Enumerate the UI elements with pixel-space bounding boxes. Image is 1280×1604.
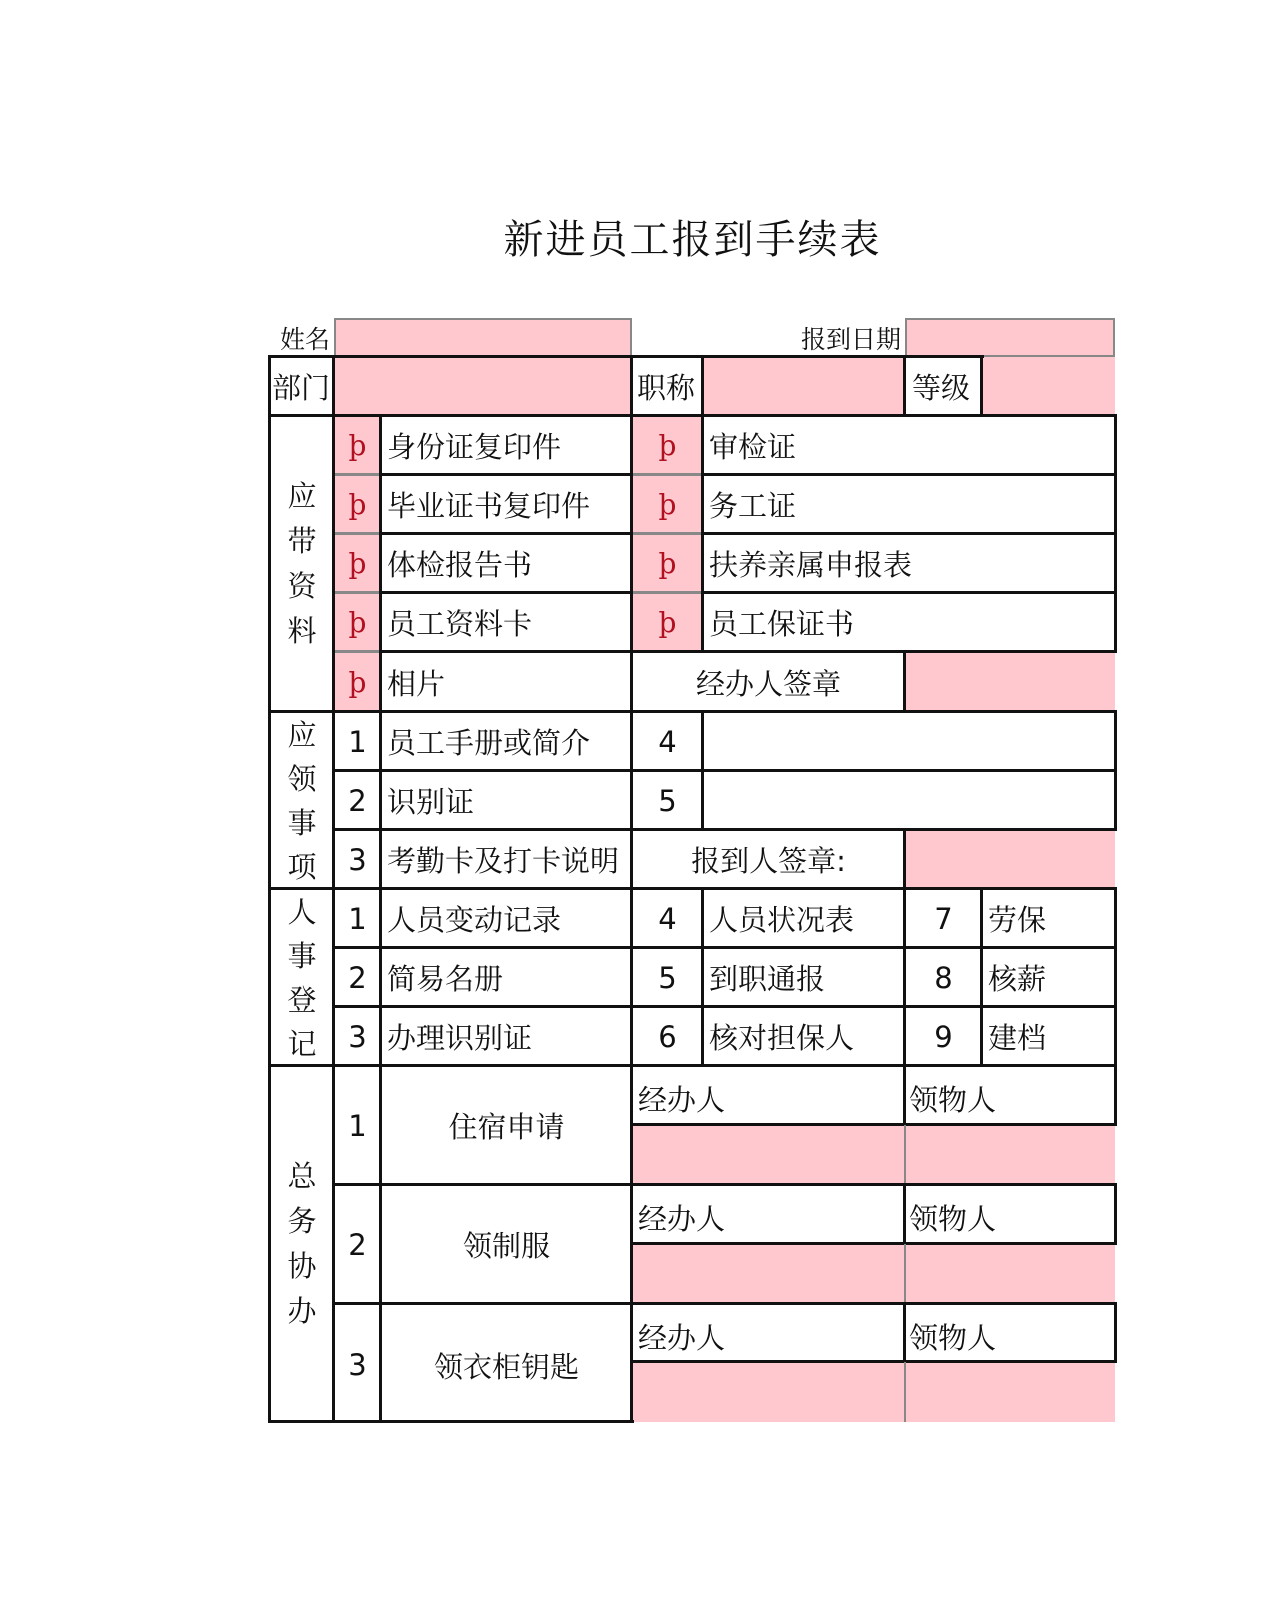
grid-line [632,473,703,476]
grid-line [703,473,1117,476]
doc-item-label: 相片 [387,666,446,701]
grid-line [632,591,703,594]
receive-item-label: 识别证 [387,785,475,819]
doc-item-label: 扶养亲属申报表 [709,548,913,582]
hr-item-label: 人员变动记录 [387,903,562,937]
grid-line [381,591,632,594]
dept-label: 部门 [272,371,331,405]
row-number: 3 [348,842,367,877]
grid-line [903,1064,906,1125]
grid-line [904,1125,906,1183]
form-title: 新进员工报到手续表 [503,217,882,263]
handler-label: 经办人 [638,1083,726,1117]
grid-line [632,1360,1117,1363]
row-number: 6 [658,1019,677,1054]
row-number: 7 [934,901,953,936]
receiver-label: 领物人 [909,1083,997,1117]
handler-field[interactable] [632,1125,905,1185]
row-number: 5 [658,783,677,818]
grid-line [332,355,335,1423]
checkbox-photo[interactable]: þ [334,652,381,712]
row-number: 2 [348,1227,367,1262]
affair-item-label: 住宿申请 [448,1110,565,1144]
handler-field[interactable] [632,1362,905,1422]
row-number: 2 [348,783,367,818]
grid-line [334,828,1117,831]
grid-line [1114,887,1117,1125]
grid-line [630,355,633,1423]
general-affairs-section-label: 总 务 协 办 [287,1159,317,1328]
row-number: 8 [934,960,953,995]
grid-line [334,1005,1117,1008]
row-number: 1 [348,1108,367,1143]
row-number: 1 [348,724,367,759]
grid-line [903,1183,906,1244]
affair-item-label: 领衣柜钥匙 [433,1349,579,1384]
grid-line [268,1420,634,1423]
grid-line [903,1302,906,1362]
grid-line [903,650,906,712]
checkbox-dependents-form[interactable]: þ [632,534,703,593]
affair-item-label: 领制服 [462,1229,550,1263]
grade-label: 等级 [912,371,971,405]
position-label: 职称 [637,371,696,405]
checkbox-id-copy[interactable]: þ [334,416,381,475]
hr-item-label: 核薪 [988,962,1047,996]
grid-line [379,414,382,1423]
report-date-field[interactable] [905,318,1115,357]
grid-line [334,1183,1117,1186]
receive-item-field[interactable] [703,771,1115,830]
grid-line [268,887,1117,890]
grid-line [701,710,704,830]
grid-line [334,532,381,535]
grid-line [334,473,381,476]
grid-line [632,532,703,535]
grid-line [381,650,1117,653]
handler-label: 经办人 [638,1202,726,1236]
handler-field[interactable] [632,1244,905,1304]
hr-item-label: 核对担保人 [709,1021,855,1055]
row-number: 3 [348,1348,367,1382]
report-date-label: 报到日期 [800,324,901,354]
receive-item-label: 考勤卡及打卡说明 [387,844,620,878]
checkbox-inspection-cert[interactable]: þ [632,416,703,475]
grid-line [268,355,271,1423]
row-number: 1 [348,901,367,936]
grid-line [1114,414,1117,652]
grid-line [381,473,632,476]
hr-item-label: 建档 [988,1021,1047,1055]
row-number: 2 [348,960,367,995]
doc-item-label: 审检证 [709,430,797,464]
grid-line [334,591,381,594]
receive-item-field[interactable] [703,712,1115,771]
handler-sign-label: 经办人签章 [695,666,841,701]
grid-line [334,1302,1117,1305]
grid-line [903,828,906,1066]
name-label: 姓名 [279,324,330,354]
checkbox-diploma-copy[interactable]: þ [334,475,381,534]
grid-line [334,650,381,653]
handler-label: 经办人 [638,1321,726,1355]
grid-line [268,414,1117,417]
grid-line [334,769,1117,772]
grid-line [980,355,983,416]
grid-line [701,355,704,652]
row-number: 4 [658,724,677,759]
receiver-field[interactable] [905,1125,1115,1185]
hr-item-label: 办理识别证 [387,1021,533,1055]
grade-field[interactable] [982,357,1115,416]
hr-item-label: 劳保 [988,903,1047,937]
hr-item-label: 到职通报 [709,962,826,996]
receiver-field[interactable] [905,1244,1115,1304]
hr-item-label: 简易名册 [387,962,504,996]
doc-item-label: 员工保证书 [709,607,855,641]
row-number: 5 [658,960,677,995]
reporter-sign-label: 报到人签章: [691,844,846,878]
grid-line [268,355,635,358]
handler-sign-field[interactable] [905,652,1115,712]
checkbox-medical-report[interactable]: þ [334,534,381,593]
grid-line [703,532,1117,535]
name-field[interactable] [334,318,632,357]
receiver-label: 领物人 [909,1321,997,1355]
grid-line [703,591,1117,594]
grid-line [632,1123,1117,1126]
grid-line [381,532,632,535]
doc-item-label: 身份证复印件 [387,430,562,464]
grid-line [268,1064,1117,1067]
doc-item-label: 务工证 [709,489,797,523]
grid-line [268,710,1117,713]
grid-line [1114,1183,1117,1244]
documents-section-label: 应 带 资 料 [287,479,317,648]
checkbox-guarantee-letter[interactable]: þ [632,593,703,652]
row-number: 3 [348,1019,367,1054]
grid-line [904,1362,906,1422]
reporter-sign-field[interactable] [905,830,1115,889]
hr-item-label: 人员状况表 [709,903,855,937]
grid-line [701,887,704,1066]
grid-line [1114,1302,1117,1362]
receiver-field[interactable] [905,1362,1115,1422]
receive-section-label: 应 领 事 项 [287,717,317,884]
row-number: 4 [658,901,677,936]
doc-item-label: 毕业证书复印件 [387,489,591,523]
doc-item-label: 员工资料卡 [387,607,533,641]
receiver-label: 领物人 [909,1202,997,1236]
doc-item-label: 体检报告书 [387,548,533,582]
checkbox-employee-card[interactable]: þ [334,593,381,652]
hr-section-label: 人 事 登 记 [287,894,317,1061]
position-field[interactable] [703,357,905,416]
checkbox-work-permit[interactable]: þ [632,475,703,534]
grid-line [980,887,983,1066]
receive-item-label: 员工手册或简介 [387,726,591,760]
grid-line [334,946,1117,949]
grid-line [1114,710,1117,830]
grid-line [632,355,984,358]
grid-line [903,355,906,416]
grid-line [632,1242,1117,1245]
grid-line [904,1244,906,1302]
dept-field[interactable] [334,357,632,416]
row-number: 9 [934,1019,953,1054]
